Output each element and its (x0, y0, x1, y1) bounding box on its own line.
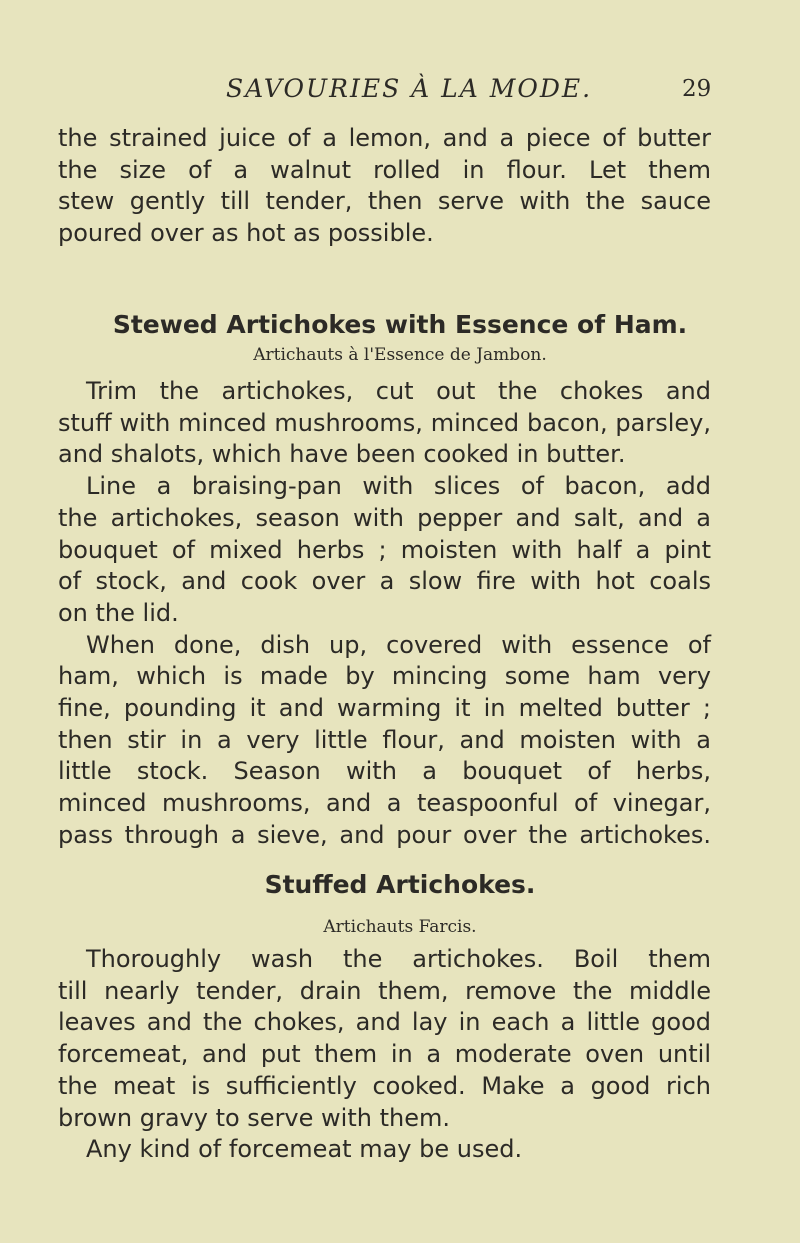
text-line: till nearly tender, drain them, remove the middle (58, 976, 711, 1005)
text-line: and shalots, which have been cooked in butter. (58, 440, 626, 469)
section-subheading-stewed-artichokes: Artichauts à l'Essence de Jambon. (253, 345, 547, 365)
page-number: 29 (682, 76, 712, 102)
text-line: on the lid. (58, 598, 179, 627)
section-heading-stewed-artichokes: Stewed Artichokes with Essence of Ham. (112, 310, 688, 339)
text-line: stuff with minced mushrooms, minced bacon, parsley, (58, 408, 711, 437)
section-subheading-stuffed-artichokes: Artichauts Farcis. (323, 917, 477, 937)
text-line: Any kind of forcemeat may be used. (86, 1135, 523, 1164)
stewed-artichokes-paragraph (58, 376, 711, 852)
text-line: then stir in a very little flour, and moisten with a (58, 725, 711, 754)
running-head (0, 74, 800, 114)
text-line: bouquet of mixed herbs ; moisten with half a pint (58, 535, 711, 564)
text-line: leaves and the chokes, and lay in each a little good (58, 1008, 711, 1037)
text-line: little stock. Season with a bouquet of herbs, (58, 757, 711, 786)
text-line: the strained juice of a lemon, and a piece of butter (58, 124, 711, 152)
text-line: When done, dish up, covered with essence of (86, 630, 711, 659)
text-line: fine, pounding it and warming it in melted butter ; (58, 694, 711, 723)
continuation-paragraph (58, 123, 711, 250)
text-line: Thoroughly wash the artichokes. Boil them (86, 945, 711, 973)
text-line: brown gravy to serve with them. (58, 1103, 450, 1132)
stuffed-artichokes-paragraph (58, 944, 711, 1166)
section-heading-stuffed-artichokes: Stuffed Artichokes. (264, 870, 536, 899)
text-line: the artichokes, season with pepper and salt, and a (58, 503, 711, 532)
text-line: Line a braising-pan with slices of bacon, add (86, 472, 711, 501)
text-line: forcemeat, and put them in a moderate oven until (58, 1040, 711, 1069)
text-line: minced mushrooms, and a teaspoonful of vinegar, (58, 789, 711, 818)
running-title: SAVOURIES À LA MODE. (226, 74, 593, 103)
text-line: of stock, and cook over a slow fire with hot coals (58, 567, 711, 596)
text-line: ham, which is made by mincing some ham very (58, 662, 711, 691)
text-line: the meat is sufficiently cooked. Make a good rich (58, 1071, 711, 1100)
text-line: pass through a sieve, and pour over the artichokes. (58, 820, 711, 849)
text-line: Trim the artichokes, cut out the chokes and (86, 377, 711, 405)
text-line: stew gently till tender, then serve with the sauce (58, 187, 711, 216)
text-line: poured over as hot as possible. (58, 219, 434, 248)
text-line: the size of a walnut rolled in flour. Let them (58, 155, 711, 184)
